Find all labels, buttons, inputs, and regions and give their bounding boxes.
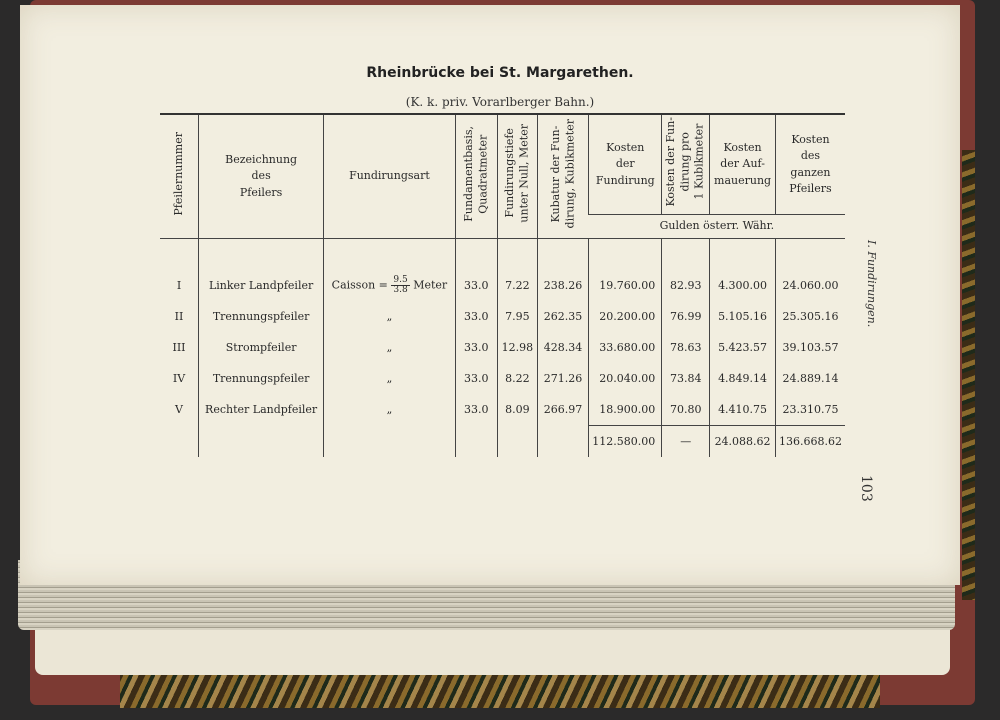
cost-total: 24.889.14 — [775, 363, 845, 394]
depth: 8.09 — [497, 394, 537, 426]
header-kosten-aufmauerung: Kosten der Auf- mauerung — [710, 114, 776, 215]
cost-total: 23.310.75 — [775, 394, 845, 426]
table-row — [160, 363, 845, 394]
pier-name: Rechter Landpfeiler — [198, 394, 323, 426]
base-area: 33.0 — [455, 394, 497, 426]
pier-name: Trennungspfeiler — [198, 363, 323, 394]
total-cost-masonry: 24.088.62 — [710, 426, 776, 458]
header-fundirungsart: Fundirungsart — [324, 114, 455, 239]
header-kosten-fundirung: Kosten der Fundirung — [589, 114, 662, 215]
cost-total: 39.103.57 — [775, 332, 845, 363]
depth: 7.22 — [497, 270, 537, 301]
pier-name: Trennungspfeiler — [198, 301, 323, 332]
pier-name: Strompfeiler — [198, 332, 323, 363]
header-pfeilernummer: Pfeilernummer — [160, 114, 198, 239]
page-title: Rheinbrücke bei St. Margarethen. — [366, 65, 634, 81]
cost-per-cubic: 73.84 — [662, 363, 710, 394]
cost-per-cubic: 76.99 — [662, 301, 710, 332]
cost-masonry: 4.410.75 — [710, 394, 776, 426]
header-kosten-ganzen: Kosten des ganzen Pfeilers — [775, 114, 845, 215]
depth: 7.95 — [497, 301, 537, 332]
cost-foundation: 19.760.00 — [589, 270, 662, 301]
cost-total: 25.305.16 — [775, 301, 845, 332]
header-currency: Gulden österr. Währ. — [589, 215, 845, 239]
marbled-edge-right — [962, 150, 975, 600]
cost-foundation: 20.040.00 — [589, 363, 662, 394]
pier-name: Linker Landpfeiler — [198, 270, 323, 301]
pier-number: IV — [172, 372, 186, 386]
total-cost-per-cubic: — — [662, 426, 710, 458]
header-bezeichnung: Bezeichnung des Pfeilers — [198, 114, 323, 239]
base-area: 33.0 — [455, 270, 497, 301]
volume: 428.34 — [537, 332, 589, 363]
cost-foundation: 33.680.00 — [589, 332, 662, 363]
cost-total: 24.060.00 — [775, 270, 845, 301]
total-cost-foundation: 112.580.00 — [589, 426, 662, 458]
pier-number: I — [176, 279, 182, 293]
table-row — [160, 270, 845, 301]
caisson-fraction: $\frac{9.5}{3.8}$ — [393, 275, 408, 296]
cost-masonry: 5.423.57 — [710, 332, 776, 363]
base-area: 33.0 — [455, 301, 497, 332]
volume: 271.26 — [537, 363, 589, 394]
total-cost-total: 136.668.62 — [775, 426, 845, 458]
pier-number: III — [172, 341, 186, 355]
pier-number: II — [174, 310, 184, 324]
volume: 238.26 — [537, 270, 589, 301]
header-kosten-pro-kubik: Kosten der Fun- dirung pro 1 Kubikmeter — [662, 114, 710, 215]
cost-masonry: 4.300.00 — [710, 270, 776, 301]
foundation-type: Caisson = $\frac{9.5}{3.8}$ Meter — [324, 270, 455, 301]
book-page — [20, 5, 960, 585]
base-area: 33.0 — [455, 332, 497, 363]
cost-masonry: 4.849.14 — [710, 363, 776, 394]
volume: 262.35 — [537, 301, 589, 332]
table-row — [160, 394, 845, 426]
volume: 266.97 — [537, 394, 589, 426]
cost-per-cubic: 82.93 — [662, 270, 710, 301]
cost-per-cubic: 78.63 — [662, 332, 710, 363]
pier-cost-table — [160, 113, 845, 457]
page-subtitle: (K. k. priv. Vorarlberger Bahn.) — [405, 95, 595, 109]
base-area: 33.0 — [455, 363, 497, 394]
table-row — [160, 332, 845, 363]
cost-foundation: 18.900.00 — [589, 394, 662, 426]
cost-masonry: 5.105.16 — [710, 301, 776, 332]
depth: 12.98 — [497, 332, 537, 363]
cost-foundation: 20.200.00 — [589, 301, 662, 332]
header-kubatur: Kubatur der Fun- dirung, Kubikmeter — [537, 114, 589, 239]
cost-per-cubic: 70.80 — [662, 394, 710, 426]
page-number: 103 — [858, 475, 874, 502]
foundation-type: „ — [324, 301, 455, 332]
totals-row — [160, 426, 845, 458]
depth: 8.22 — [497, 363, 537, 394]
foundation-type: „ — [324, 363, 455, 394]
table-row — [160, 301, 845, 332]
foundation-type: „ — [324, 332, 455, 363]
running-head: I. Fundirungen. — [865, 240, 878, 328]
foundation-type: „ — [324, 394, 455, 426]
header-fundirungstiefe: Fundirungstiefe unter Null, Meter — [497, 114, 537, 239]
header-fundamentbasis: Fundamentbasis, Quadratmeter — [455, 114, 497, 239]
pier-number: V — [175, 403, 183, 417]
